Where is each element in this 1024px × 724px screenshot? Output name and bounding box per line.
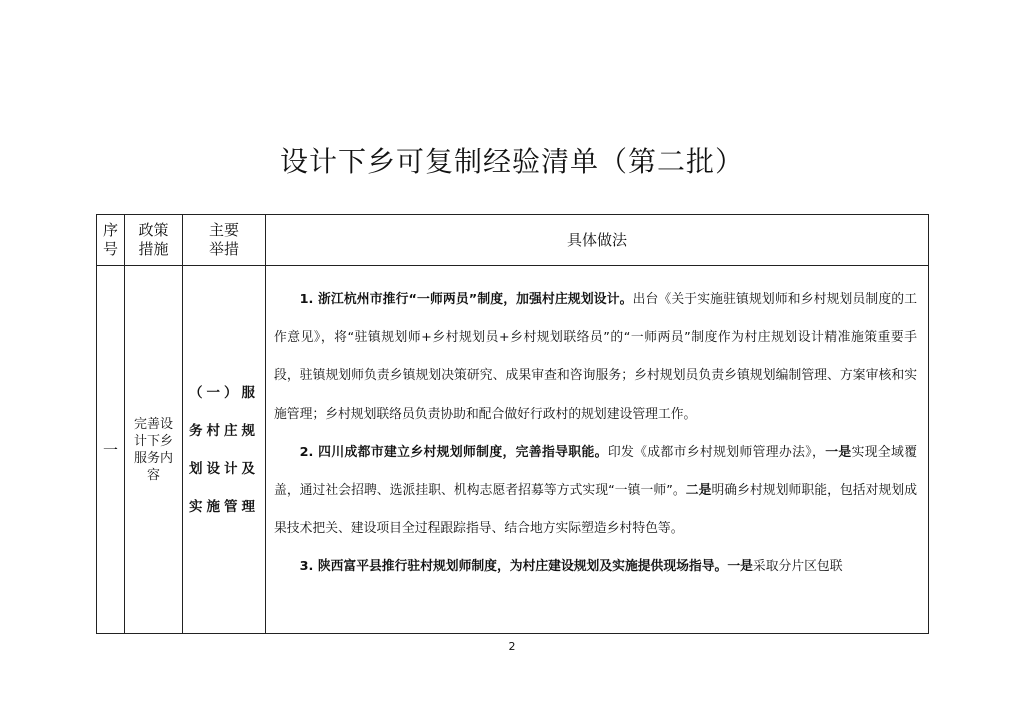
page-number: 2 <box>508 640 516 653</box>
practice-item-lead: 1. 浙江杭州市推行“一师两员”制度，加强村庄规划设计。 <box>299 292 633 307</box>
row-policy <box>125 266 182 633</box>
header-measure-line: 举措 <box>208 240 239 258</box>
column-divider <box>265 215 266 633</box>
practice-item-text: 明确乡村规划师职能，包括对规划成果技术把关、建设项目全过程跟踪指导、结合地方实际塑造乡村特色等。 <box>274 483 917 537</box>
row-policy-line: 完善设 <box>133 416 173 432</box>
practice-item-emphasis: 一是 <box>825 444 852 460</box>
practice-item-emphasis: 二是 <box>685 483 712 499</box>
header-policy-line: 措施 <box>138 240 169 258</box>
header-measure-line: 主要 <box>208 221 239 239</box>
header-seq-line: 号 <box>102 240 118 258</box>
practice-content <box>274 266 917 633</box>
row-seq <box>97 266 124 633</box>
practice-item <box>274 281 917 434</box>
page-title: 设计下乡可复制经验清单（第二批） <box>279 145 744 178</box>
practice-item-text: 出台《关于实施驻镇规划师和乡村规划员制度的工作意见》，将“驻镇规划师+乡村规划员+乡村规划联络员”的“一师两员”制度作为村庄规划设计精准施策重要手段，驻镇规划师负责乡镇规划决策研究、成果审查和咨询服务；乡村规划员负责乡镇规划编制管理、方案审核和实施管理；乡村规划联络员负责协助和配合做好行政村的规划建设管理工作。 <box>274 292 917 422</box>
practice-item-text: 实现全域覆盖，通过社会招聘、选派挂职、机构志愿者招募等方式实现“一镇一师”。 <box>274 444 917 499</box>
row-policy-line: 计下乡 <box>133 433 173 449</box>
header-policy <box>125 215 182 265</box>
practice-item-lead: 3. 陕西富平县推行驻村规划师制度，为村庄建设规划及实施提供现场指导。 <box>299 559 728 575</box>
practice-item <box>274 434 917 549</box>
row-measure-line: （一）服 <box>189 384 259 401</box>
row-measure-line: 实施管理 <box>189 498 259 515</box>
practice-item-text: 印发《成都市乡村规划师管理办法》， <box>607 444 826 460</box>
row-measure-line: 划设计及 <box>189 460 259 477</box>
header-seq-line: 序 <box>102 221 118 239</box>
experience-table <box>96 214 929 634</box>
row-measure-line: 务村庄规 <box>189 422 259 439</box>
practice-item-emphasis: 一是 <box>727 559 753 575</box>
practice-item-lead: 2. 四川成都市建立乡村规划师制度，完善指导职能。 <box>299 444 608 460</box>
practice-item-text: 采取分片区包联 <box>752 559 843 575</box>
row-policy-line: 容 <box>146 467 160 483</box>
row-seq-value: 一 <box>102 441 118 459</box>
header-practice <box>266 215 928 265</box>
row-policy-line: 服务内 <box>133 450 173 466</box>
header-measure <box>183 215 265 265</box>
row-measure <box>183 266 265 633</box>
header-policy-line: 政策 <box>138 221 169 239</box>
practice-item <box>274 548 917 586</box>
header-seq <box>97 215 124 265</box>
header-practice-label: 具体做法 <box>566 230 627 249</box>
